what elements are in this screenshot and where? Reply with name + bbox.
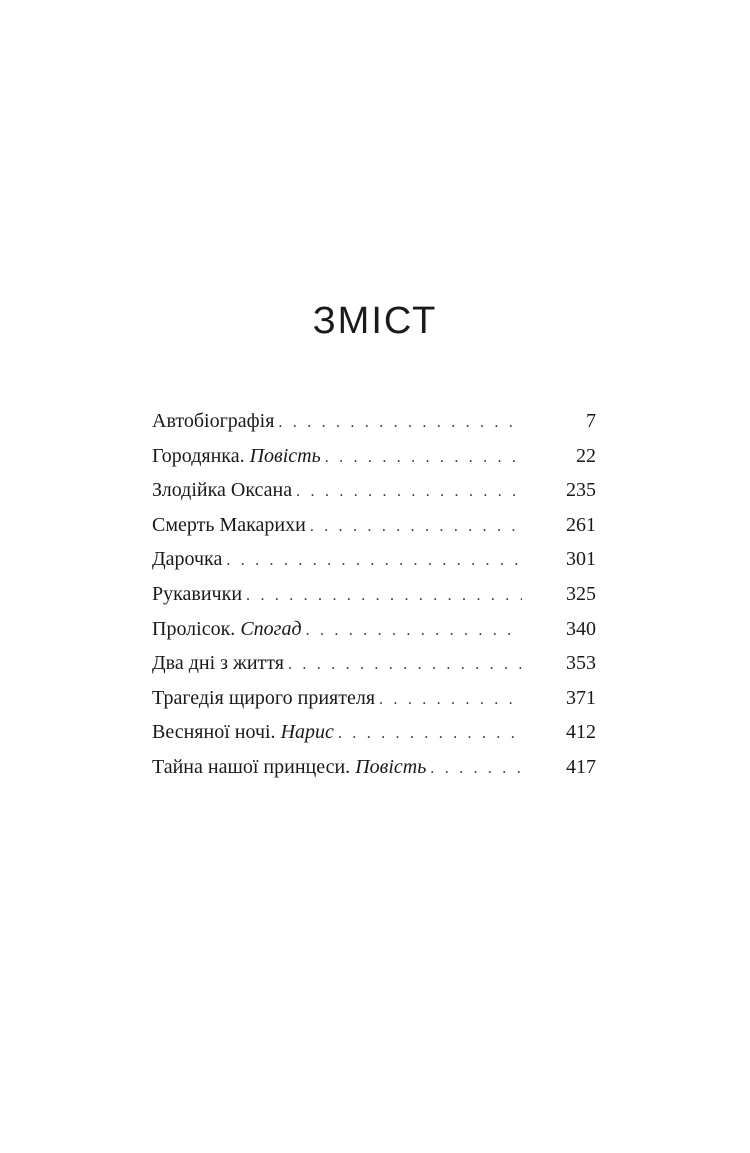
entry-page-number: 353 — [566, 652, 596, 675]
dot-leader — [278, 406, 522, 441]
toc-entry — [152, 473, 596, 508]
dot-leader — [325, 441, 522, 476]
entry-title: Городянка. — [152, 444, 245, 467]
toc-entry — [152, 508, 596, 543]
entry-subtitle: Повість — [249, 444, 321, 467]
entry-title-wrap — [152, 404, 278, 439]
entry-title: Два дні з життя — [152, 652, 284, 675]
toc-entry — [152, 404, 596, 439]
dot-leader — [226, 544, 522, 579]
entry-subtitle: Спогад — [240, 617, 302, 640]
entry-page-number: 417 — [566, 755, 596, 778]
toc-entry — [152, 612, 596, 647]
entry-title-wrap — [152, 439, 325, 474]
toc-entry — [152, 577, 596, 612]
entry-title-wrap — [152, 577, 246, 612]
entry-page-number: 371 — [566, 686, 596, 709]
entry-title-wrap — [152, 646, 288, 681]
entry-title: Тайна нашої принцеси. — [152, 755, 351, 778]
entry-title-wrap — [152, 508, 310, 543]
entry-title: Весняної ночі. — [152, 721, 276, 744]
toc-entry — [152, 750, 596, 785]
entry-title: Автобіографія — [152, 410, 275, 432]
entry-page-number: 412 — [566, 721, 596, 744]
toc-entry — [152, 646, 596, 681]
dot-leader — [306, 614, 522, 649]
dot-leader — [288, 648, 522, 683]
entry-title-wrap — [152, 473, 296, 508]
dot-leader — [338, 717, 522, 752]
dot-leader — [379, 683, 522, 718]
entry-title-wrap — [152, 681, 379, 716]
entry-subtitle: Повість — [355, 755, 427, 778]
entry-title-wrap — [152, 715, 338, 750]
toc-entry — [152, 439, 596, 474]
toc-entry — [152, 681, 596, 716]
entry-title: Дарочка — [152, 548, 223, 571]
entry-page-number: 261 — [566, 513, 596, 536]
entry-page-number: 235 — [566, 479, 596, 502]
entry-title: Рукавички — [152, 582, 243, 605]
entry-title: Пролісок. — [152, 617, 236, 640]
entry-title-wrap — [152, 612, 306, 647]
dot-leader — [246, 579, 522, 614]
entry-page-number: 340 — [566, 617, 596, 640]
entry-title-wrap — [152, 542, 226, 577]
entry-page-number: 7 — [586, 410, 596, 432]
dot-leader — [310, 510, 522, 545]
page-title: ЗМІСТ — [312, 300, 438, 342]
dot-leader — [430, 752, 522, 787]
toc-entry — [152, 542, 596, 577]
entry-title: Злодійка Оксана — [152, 479, 293, 502]
dot-leader — [296, 475, 522, 510]
entry-page-number: 325 — [566, 582, 596, 605]
entry-subtitle: Нарис — [280, 721, 334, 744]
table-of-contents — [152, 404, 596, 785]
entry-title-wrap — [152, 750, 430, 785]
toc-entry — [152, 715, 596, 750]
entry-title: Трагедія щирого приятеля — [152, 686, 376, 709]
entry-page-number: 301 — [566, 548, 596, 571]
entry-title: Смерть Макарихи — [152, 513, 306, 536]
entry-page-number: 22 — [576, 444, 596, 467]
